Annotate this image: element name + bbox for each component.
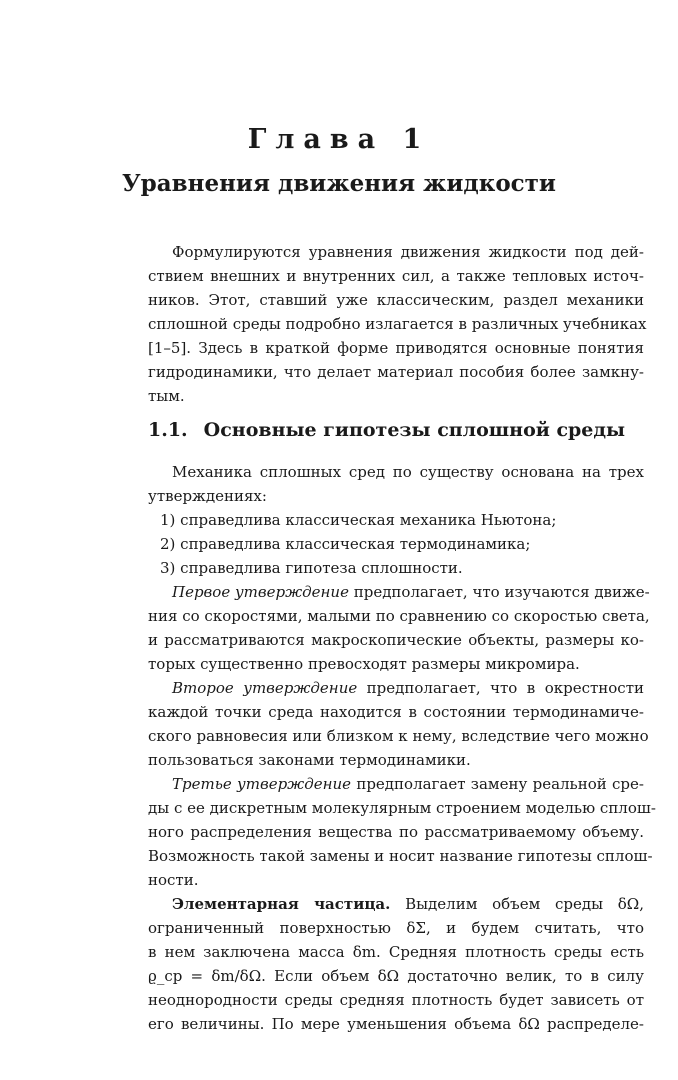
list-item: 3) справедлива гипотеза сплошности.	[160, 559, 463, 577]
paragraph-line: ного распределения вещества по рассматриваемому объему.	[148, 823, 644, 841]
intro-line: ников. Этот, ставший уже классическим, раздел механики	[148, 291, 644, 309]
list-item: 1) справедлива классическая механика Ньютона;	[160, 511, 557, 529]
intro-line: тым.	[148, 387, 185, 405]
paragraph-line: Возможность такой замены и носит название гипотезы сплош-	[148, 847, 653, 865]
intro-line: сплошной среды подробно излагается в различных учебниках	[148, 315, 647, 333]
chapter-title: Уравнения движения жидкости	[122, 170, 556, 197]
intro-line: Формулируются уравнения движения жидкости под дей-	[172, 243, 644, 261]
paragraph-line: ограниченный поверхностью δΣ, и будем считать, что	[148, 919, 644, 937]
body-text	[148, 460, 656, 1036]
intro-line: гидродинамики, что делает материал пособия более замкну-	[148, 363, 644, 381]
section-number: 1.1.	[148, 419, 188, 441]
list-item: 2) справедлива классическая термодинамика;	[160, 535, 531, 553]
paragraph-line: неоднородности среды средняя плотность будет зависеть от	[148, 991, 644, 1009]
intro-paragraph	[148, 240, 647, 408]
paragraph-line: ды с ее дискретным молекулярным строением моделью сплош-	[148, 799, 656, 817]
paragraph-text: предполагает, что в окрестности	[357, 679, 645, 697]
chapter-label: Глава 1	[247, 124, 431, 155]
paragraph-text: предполагает, что изучаются движе-	[348, 583, 650, 601]
emphasis-text: Первое утверждение	[172, 583, 349, 601]
paragraph-line: ния со скоростями, малыми по сравнению со скоростью света,	[148, 607, 650, 625]
paragraph-line: торых существенно превосходят размеры микромира.	[148, 655, 580, 673]
paragraph-line: пользоваться законами термодинамики.	[148, 751, 471, 769]
paragraph-line	[148, 892, 644, 916]
paragraph-line: каждой точки среда находится в состоянии термодинамиче-	[148, 703, 644, 721]
paragraph-line: Механика сплошных сред по существу основана на трех	[172, 463, 644, 481]
intro-line: [1–5]. Здесь в краткой форме приводятся основные понятия	[148, 339, 644, 357]
paragraph-line: его величины. По мере уменьшения объема δΩ распределе-	[148, 1015, 644, 1033]
paragraph-line	[148, 580, 650, 604]
section-title-text: Основные гипотезы сплошной среды	[203, 419, 626, 441]
intro-line: ствием внешних и внутренних сил, а также тепловых источ-	[148, 267, 644, 285]
paragraph-line: ϱ_ср = δm/δΩ. Если объем δΩ достаточно велик, то в силу	[148, 967, 644, 985]
paragraph-text: предполагает замену реальной сре-	[351, 775, 644, 793]
emphasis-text: Третье утверждение	[172, 775, 352, 793]
paragraph-line: ности.	[148, 871, 199, 889]
paragraph-line	[148, 676, 644, 700]
paragraph-line: ского равновесия или близком к нему, вследствие чего можно	[148, 727, 649, 745]
paragraph-line	[148, 772, 644, 796]
bold-term: Элементарная частица.	[172, 895, 391, 913]
section-heading	[148, 419, 644, 441]
emphasis-text: Второе утверждение	[172, 679, 358, 697]
paragraph-line: в нем заключена масса δm. Средняя плотность среды есть	[148, 943, 644, 961]
paragraph-line: утверждениях:	[148, 487, 267, 505]
paragraph-line: и рассматриваются макроскопические объекты, размеры ко-	[148, 631, 644, 649]
paragraph-text: Выделим объем среды δΩ,	[390, 895, 645, 913]
